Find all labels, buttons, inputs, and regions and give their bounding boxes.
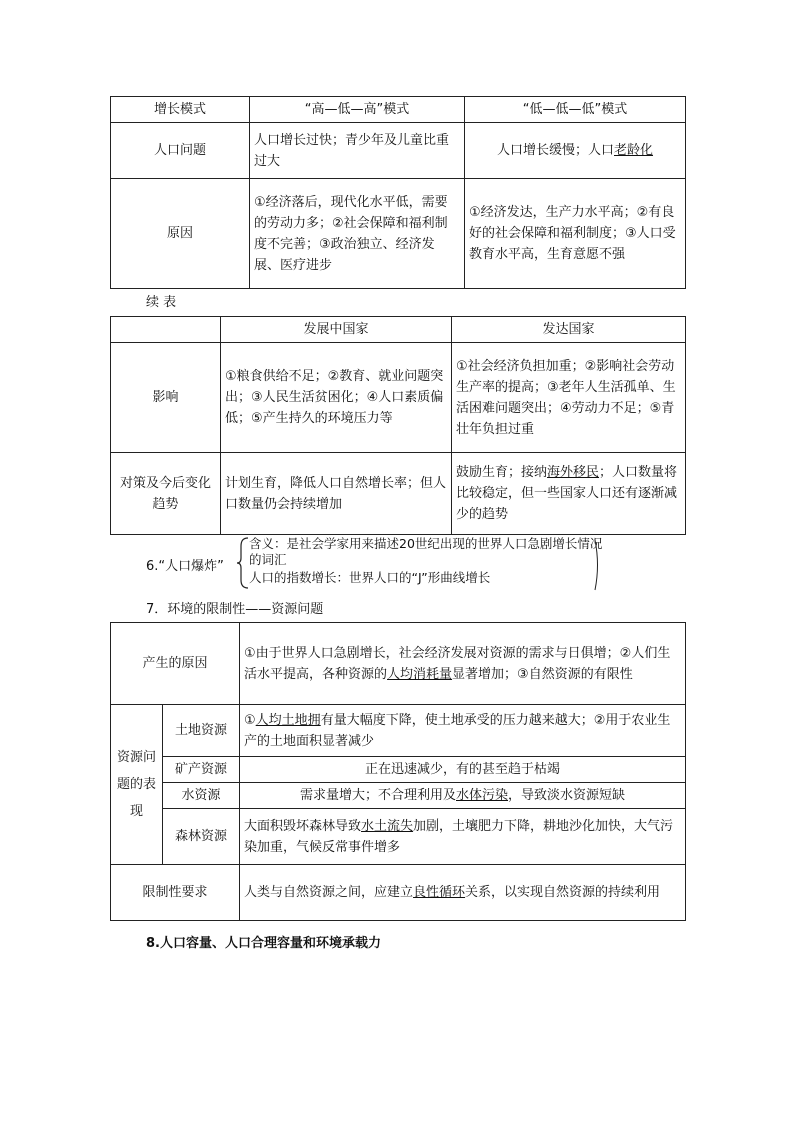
cell-cause: [240, 623, 686, 705]
item8-title: 8.人口容量、人口合理容量和环境承载力: [146, 936, 381, 951]
limit-requirement-label: 限制性要求: [111, 865, 240, 921]
text-span: ①由于世界人口急剧增长，社会经济发展对资源的需求与日俱增；②人们生活水平提高，各种资源的: [244, 645, 671, 682]
header-growth-model: 增长模式: [111, 97, 250, 123]
country-comparison-table: [110, 316, 686, 535]
text-span: ①: [244, 712, 256, 728]
right-bracket-icon: [592, 538, 602, 592]
header-empty: [111, 317, 221, 343]
text-span: 显著增加；③自然资源的有限性: [452, 666, 633, 682]
text-span: ，导致淡水资源短缺: [508, 788, 626, 803]
underlined-term: 海外移民: [547, 465, 600, 480]
row-policy-label: 对策及今后变化趋势: [111, 453, 221, 535]
resource-problem-table: [110, 622, 686, 921]
underlined-term: 良性循环: [413, 885, 466, 900]
cell-water: [240, 783, 686, 809]
header-low-low-low: “低—低—低”模式: [465, 97, 686, 123]
text-span: ；人口数量将比较稳定，但一些国家人口还有逐渐减少的趋势: [456, 465, 678, 522]
cell-cause-lll: ①经济发达，生产力水平高；②有良好的社会保障和福利制度；③人口受教育水平高，生育意愿不强: [465, 179, 686, 289]
growth-model-table: [110, 96, 686, 289]
item6-title: 6.“人口爆炸”: [146, 559, 224, 574]
cell-mineral: 正在迅速减少，有的甚至趋于枯竭: [240, 757, 686, 783]
mineral-resource-label: 矿产资源: [163, 757, 240, 783]
left-brace-icon: [236, 536, 250, 590]
cell-cause-hlh: ①经济落后，现代化水平低，需要的劳动力多；②社会保障和福利制度不完善；③政治独立、经济发展、医疗进步: [250, 179, 465, 289]
item6-definition: 含义：是社会学家用来描述20世纪出现的世界人口急剧增长情况的词汇: [249, 536, 603, 567]
underlined-term: 水土流失: [361, 818, 414, 834]
row-cause-label: 产生的原因: [111, 623, 240, 705]
underlined-term: 老龄化: [614, 143, 654, 158]
cell-problem-lll: [465, 123, 686, 179]
row-population-problem-label: 人口问题: [111, 123, 250, 179]
continued-table-label: 续 表: [146, 295, 177, 310]
underlined-term: 水体污染: [456, 788, 509, 803]
cell-policy-developing: 计划生育，降低人口自然增长率；但人口数量仍会持续增加: [221, 453, 452, 535]
cell-impact-developed: ①社会经济负担加重；②影响社会劳动生产率的提高；③老年人生活孤单、生活困难问题突出；④劳动力不足；⑤青壮年负担过重: [452, 343, 686, 453]
water-resource-label: 水资源: [163, 783, 240, 809]
row-impact-label: 影响: [111, 343, 221, 453]
cell-policy-developed: [452, 453, 686, 535]
text-span: 有量大幅度下降，使土地承受的压力越来越大；②用于农业生产的土地面积显著减少: [244, 712, 671, 749]
underlined-term: 人均消耗量: [387, 666, 453, 682]
text-span: 加剧，土壤肥力下降，耕地沙化加快，大气污染加重，气候反常事件增多: [244, 818, 674, 855]
cell-limit: [240, 865, 686, 921]
cell-impact-developing: ①粮食供给不足；②教育、就业问题突出；③人民生活贫困化；④人口素质偏低；⑤产生持久的环境压力等: [221, 343, 452, 453]
item6-exponential: 人口的指数增长：世界人口的“J”形曲线增长: [249, 570, 491, 585]
forest-resource-label: 森林资源: [163, 809, 240, 865]
underlined-term: 人均土地拥: [255, 712, 321, 728]
cell-land: [240, 705, 686, 757]
land-resource-label: 土地资源: [163, 705, 240, 757]
cell-forest: [240, 809, 686, 865]
text-span: 关系，以实现自然资源的持续利用: [465, 885, 661, 900]
header-high-low-high: “高—低—高”模式: [250, 97, 465, 123]
group-label-resource-problems: 资源问题的表现: [111, 705, 163, 865]
item7-title: 7．环境的限制性——资源问题: [146, 602, 324, 617]
header-developed: 发达国家: [452, 317, 686, 343]
row-cause-label: 原因: [111, 179, 250, 289]
text-span: 人口增长缓慢；人口: [496, 143, 614, 158]
text-span: 鼓励生育；接纳: [456, 465, 548, 480]
text-span: 大面积毁坏森林导致: [244, 818, 362, 834]
header-developing: 发展中国家: [221, 317, 452, 343]
cell-problem-hlh: 人口增长过快；青少年及儿童比重过大: [250, 123, 465, 179]
text-span: 人类与自然资源之间，应建立: [244, 885, 414, 900]
text-span: 需求量增大；不合理利用及: [299, 788, 456, 803]
